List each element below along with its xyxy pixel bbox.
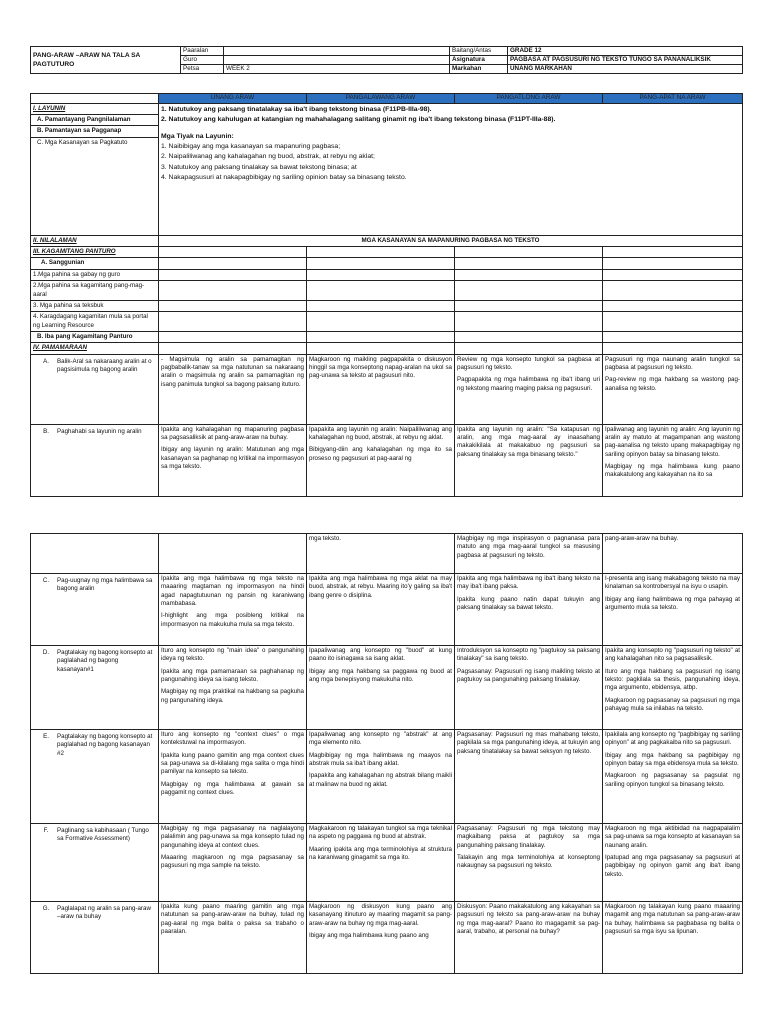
competency-2: 2. Natutukoy ang kahulugan at katangian ng mahahalagang salitang ginamit ng iba't ibang tekstong binasa (F11PT-IIIa-88).	[161, 115, 556, 123]
procedure-label-d	[31, 646, 159, 730]
procedure-cell	[603, 534, 743, 574]
cell-text: Magkaroon ng diskusyon kung paano ang kasanayang itinuturo ay maaring magamit sa pang-araw-araw na buhay ng mga mag-aaral.	[309, 903, 452, 927]
cell-text: Ipapakita ang layunin ng aralin: Naipaliliwanag ang kahalagahan ng buod, abstrak, at rebyu ng aklat.	[309, 425, 452, 442]
cell-text: Magkaroon ng mga aktibidad na nagpapalalim sa pag-unawa sa mga konsepto at kasanayan sa naunang aralin.	[605, 825, 740, 849]
baitang-value: GRADE 12	[508, 47, 743, 56]
cell-text: Ipaliwanag ang layunin ng aralin: Ang layunin ng aralin ay matuto at magampanan ang wastong pag-aanalisa ng teksto upang makapagbigay ng sariling opinyon batay sa binasang teksto.	[605, 425, 740, 458]
asignatura-value: PAGBASA AT PAGSUSURI NG TEKSTO TUNGO SA PANANALIKSIK	[508, 56, 743, 65]
kasanayan-label: C. Mga Kasanayan sa Pagkatuto	[31, 137, 159, 235]
cell-text: Ipapaliwanag ang konsepto ng "abstrak" at ang mga elemento nito.	[309, 731, 452, 747]
kagamitang-label: 2.Mga pahina sa kagamitang pang-mag-aaral	[31, 281, 159, 301]
procedure-cell	[455, 354, 603, 424]
procedure-cell	[307, 646, 455, 730]
header-title: PANG-ARAW –ARAW NA TALA SA PAGTUTURO	[31, 47, 181, 74]
cell-text: Ipakita ang mga halimbawa ng mga teksto na maaaring magtaman ng impormasyon na hindi agad napagtutuunan ng pansin ng karaniwang mambabasa.	[161, 575, 304, 608]
cell-text: Introduksyon sa konsepto ng "pagtukoy sa paksang tinalakay" sa isang teksto.	[457, 647, 600, 663]
procedure-cell	[307, 354, 455, 424]
cell-text: Ipakita ang konsepto ng "pagsusuri ng teksto" at ang kahalagahan nito sa pagsasaliksik.	[605, 647, 740, 663]
guro-label: Guro	[181, 56, 224, 65]
cell-text: Magkaroon ng maikling pagpapakita o diskusyon hinggil sa mga konseptong napag-aralan na ukol sa pag-unawa sa teksto at pagsusuri nito.	[309, 355, 452, 380]
procedure-label-a	[31, 354, 159, 424]
cell-text: Review ng mga konsepto tungkol sa pagbasa at pagsusuri ng teksto.	[457, 355, 600, 372]
day-header: UNANG ARAW	[159, 94, 307, 104]
procedure-label: Pagtalakay ng bagong konsepto at paglalahad ng bagong kasanayan#1	[57, 649, 153, 673]
procedure-cell	[307, 424, 455, 496]
cell-text: Ibigay ang mga hakbang sa paggawa ng buod at ang mga benepisyong makukuha nito.	[309, 667, 452, 684]
tiyak-title: Mga Tiyak na Layunin:	[161, 132, 234, 140]
procedure-cell	[159, 730, 307, 824]
procedure-label-f	[31, 824, 159, 902]
cell-text: Pagsusuri ng mga naunang aralin tungkol sa pagbasa at pagsusuri ng teksto.	[605, 355, 740, 372]
procedure-cell	[603, 902, 743, 974]
cell-text: - Magsimula ng aralin sa pamamagitan ng pagbabalik-tanaw sa mga natutunan sa nakaraang aralin o magsimula ng aralin sa pamamagitan ng isang panimula tungkol sa bagong paksang ituturo.	[161, 355, 304, 388]
cell-text: Ipakita ang layunin ng aralin: "Sa katapusan ng aralin, ang mga mag-aaral ay inaasahang makakikilala at makakabuo ng pagsusuri sa paksang tinalakay sa mga binasang teksto."	[457, 425, 600, 458]
cell-text: Magkaroon ng talakayan kung paano maaaring magamit ang mga natutunan sa pang-araw-araw na buhay, halimbawa sa pagbabasa ng balita o pagsusuri sa mga isyu sa lipunan.	[605, 903, 740, 936]
procedure-cell	[603, 824, 743, 902]
procedure-cell	[603, 730, 743, 824]
nilalaman-value: MGA KASANAYAN SA MAPANURING PAGBASA NG TEKSTO	[159, 235, 743, 246]
tiyak-item: 1. Naibibigay ang mga kasanayan sa mapanuring pagbasa;	[161, 143, 341, 151]
lesson-plan-table	[30, 93, 742, 497]
lesson-header	[30, 46, 742, 74]
tiyak-item: 2. Naipaliliwanag ang kahalagahan ng buod, abstrak, at rebyu ng aklat;	[161, 153, 375, 161]
cell-text: Magkaroon ng pagsasanay sa pagsusuri ng mga pahayag mula sa inilabas na teksto.	[605, 696, 740, 713]
cell-text: Ipakita ang kahalagahan ng mapanuring pagbasa sa pagsasaliksik at pang-araw-araw na buhay.	[161, 425, 304, 442]
procedure-cell	[603, 646, 743, 730]
procedure-cell	[159, 534, 307, 574]
cell-text: Ipakita kung paano natin dapat tukuyin ang paksang tinalakay sa bawat teksto.	[457, 595, 600, 612]
day-header: PANGATLONG ARAW	[455, 94, 603, 104]
baitang-label: Baitang/Antas	[450, 47, 508, 56]
procedure-label: Paglalapat ng aralin sa pang-araw –araw na buhay	[57, 905, 151, 921]
gabay-label: 1.Mga pahina sa gabay ng guro	[31, 269, 159, 280]
cell-text: I-presenta ang isang makabagong teksto na may kinalaman sa kontrobersyal na isyu o usapin.	[605, 575, 740, 591]
procedure-cell	[603, 354, 743, 424]
cell-text: Magbigay ng mga inspirasyon o pagnanasa para matuto ang mga mag-aaral tungkol sa masusing pagbasa at pagsusuri ng teksto.	[457, 535, 600, 559]
cell-text: Diskusyon: Paano makakatulong ang kakayahan sa pagsusuri ng teksto sa pang-araw-araw na buhay ng mga mag-aaral? Paano ito magagamit sa pag-aaral, trabaho, at personal na buhay?	[457, 903, 600, 936]
procedure-label-g	[31, 902, 159, 974]
cell-text: Magkakaroon ng talakayan tungkol sa mga teknikal na aspeto ng paggawa ng buod at abstrak.	[309, 825, 452, 841]
markahan-label: Markahan	[450, 65, 508, 74]
cell-text: Ibigay ang mga halimbawa kung paano ang	[309, 932, 429, 940]
cell-text: Maaaring magkaroon ng mga pagsasanay sa pagsusuri ng mga sample na teksto.	[161, 854, 304, 870]
cell-text: Talakayin ang mga terminolohiya at konseptong nakaugnay sa pagsusuri ng teksto.	[457, 854, 600, 870]
cell-text: Maaring ipakita ang mga terminolohiya at struktura na karaniwang ginagamit sa mga ito.	[309, 845, 452, 862]
markahan-value: UNANG MARKAHAN	[508, 65, 743, 74]
procedure-letter: A.	[43, 357, 49, 365]
procedure-cell	[455, 646, 603, 730]
section-pamamaraan: IV. PAMAMARAAN	[31, 343, 159, 354]
petsa-label: Petsa	[181, 65, 224, 74]
iba-pang-label: B. Iba pang Kagamitang Panturo	[31, 331, 159, 342]
procedure-cell	[159, 902, 307, 974]
cell-text: Ituro ang mga hakbang sa pagsusuri ng isang teksto: pagkilala sa thesis, pangunahing ideya, mga argumento, ebidensya, atbp.	[605, 667, 740, 692]
procedure-cell	[307, 574, 455, 646]
procedure-cell	[307, 534, 455, 574]
karagdagang-label: 4. Karagdagang kagamitan mula sa portal ng Learning Resource	[31, 312, 159, 332]
procedure-cell	[307, 902, 455, 974]
paaralan-value	[224, 47, 450, 56]
cell-text: Magbigay ng mga praktikal na hakbang sa pagkuha ng pangunahing ideya.	[161, 688, 304, 704]
cell-text: Ituro ang konsepto ng "context clues" o mga kontekstuwal na impormasyon.	[161, 731, 304, 747]
cell-text: Magbigay ng mga pagsasanay na naglalayong palalimin ang pag-unawa sa mga konsepto tulad ng pangunahing ideya at context clues.	[161, 825, 304, 849]
procedure-label-e	[31, 730, 159, 824]
day-header: PANGALAWANG ARAW	[307, 94, 455, 104]
procedure-letter: D.	[42, 649, 50, 656]
procedure-letter: E.	[43, 733, 49, 740]
cell-text: Pagsasanay: Pagsusuri ng isang maikling teksto at pagtukoy sa pangunahing paksang tinalakay.	[457, 667, 600, 684]
cell-text: Ituro ang konsepto ng "main idea" o pangunahing ideya ng teksto.	[161, 647, 304, 663]
competency-1: 1. Natutukoy ang paksang tinatalakay sa iba't ibang tekstong binasa (F11PB-IIIa-98).	[161, 105, 432, 113]
procedure-letter: F.	[43, 827, 49, 834]
procedure-label: Paghahabi sa layunin ng aralin	[57, 427, 142, 435]
cell-text: pang-araw-araw na buhay.	[605, 535, 679, 542]
procedure-cell	[159, 574, 307, 646]
tiyak-item: 3. Natutukoy ang paksang tinalakay sa bawat tekstong binasa; at	[161, 163, 357, 171]
cell-text: I-highlight ang mga posibleng kritikal na impormasyon na makukuha mula sa mga teksto.	[161, 612, 304, 628]
procedure-cell	[455, 730, 603, 824]
procedure-cell	[455, 574, 603, 646]
procedure-cell	[603, 574, 743, 646]
cell-text: Magkaroon ng pagsasanay sa pagsulat ng sariling opinyon tungkol sa binasang teksto.	[605, 772, 740, 788]
teksbuk-label: 3. Mga pahina sa teksbuk	[31, 300, 159, 311]
asignatura-label: Asignatura	[450, 56, 508, 65]
procedure-cell	[455, 424, 603, 496]
cell-text: mga teksto.	[309, 535, 341, 542]
cell-text: Ipapaliwanag ang konsepto ng "buod" at kung paano ito isinagawa sa isang aklat.	[309, 647, 452, 663]
cell-text: Ipakilala ang konsepto ng "pagbibigay ng sariling opinyon" at ang pagkakaiba nito sa pagsusuri.	[605, 731, 740, 747]
cell-text: Ibigay ang ilang halimbawa ng mga pahayag at argumento mula sa teksto.	[605, 595, 740, 612]
cell-text: Ibigay ang layunin ng aralin: Matutunan ang mga kasanayan sa paghanap ng kritikal na impormasyon sa mga teksto.	[161, 446, 304, 471]
day-header: PANG-APAT NA ARAW	[603, 94, 743, 104]
cell-text: Magbibigay ng mga halimbawa ng maayos na abstrak mula sa iba't ibang aklat.	[309, 751, 452, 768]
procedure-cell	[603, 424, 743, 496]
lesson-plan-table-page2	[30, 533, 742, 974]
cell-text: Ibigay ang mga hakbang sa pagbibigay ng opinyon batay sa mga ebidensya mula sa teksto.	[605, 751, 740, 768]
procedure-cell	[159, 354, 307, 424]
procedure-cell	[455, 824, 603, 902]
procedure-letter: B.	[43, 427, 49, 435]
paaralan-label: Paaralan	[181, 47, 224, 56]
procedure-cell	[455, 902, 603, 974]
cell-text: Pagsasanay: Pagsusuri ng mas mahabang teksto, pagkilala sa mga pangunahing ideya, at tukuyin ang paksang tinatalakay sa bawat seksyon ng teksto.	[457, 731, 600, 755]
section-nilalaman: II. NILALAMAN	[31, 235, 159, 246]
section-layunin: I. LAYUNIN	[31, 103, 159, 114]
procedure-label: Paglinang sa kabihasaan ( Tungo sa Formative Assessment)	[57, 827, 149, 843]
cell-text: Pagsasanay: Pagsusuri ng mga tekstong may magkaibang paksa at pagtukoy sa mga pangunahing paksang tinalakay.	[457, 825, 600, 849]
procedure-letter: C.	[42, 577, 50, 584]
cell-text: Magbigay ng mga halimbawa kung paano makakatulong ang kakayahan na ito sa	[605, 463, 740, 479]
cell-text: Magbigay ng mga halimbawa at gawain sa paggamit ng context clues.	[161, 780, 304, 797]
procedure-cell	[159, 824, 307, 902]
procedure-cell	[307, 824, 455, 902]
guro-value	[224, 56, 450, 65]
cell-text: Ipakita ang mga halimbawa ng mga aklat na may buod, abstrak, at rebyu. Maaring ito'y galing sa iba't ibang genre o disiplina.	[309, 575, 452, 599]
pangnilalaman-label: A. Pamantayang Pangnilalaman	[31, 115, 159, 126]
objectives-cell	[159, 103, 743, 235]
cell-text: Ipakita kung paano gamitin ang mga context clues sa pag-unawa sa di-kilalang mga salita o mga hindi pamilyar na konsepto sa teksto.	[161, 751, 304, 776]
empty-label	[31, 534, 159, 574]
cell-text: Bibigyang-diin ang kahalagahan ng mga ito sa proseso ng pagsusuri at pag-aaral ng	[309, 446, 452, 462]
procedure-cell	[307, 730, 455, 824]
tiyak-item: 4. Nakapagsusuri at nakapagbibigay ng sariling opinion batay sa binasang teksto.	[161, 173, 407, 181]
cell-text: Pagpapakita ng mga halimbawa ng iba't ibang uri ng tekstong maaring maging paksa ng pagsusuri.	[457, 376, 600, 392]
procedure-cell	[455, 534, 603, 574]
procedure-label: Pagtalakay ng bagong konsepto at paglalahad ng bagong kasanayan #2	[57, 733, 153, 757]
procedure-label: Pag-uugnay ng mga halimbawa sa bagong aralin	[57, 577, 153, 593]
procedure-label: Balik-Aral sa nakaraang aralin at o pagsisimula ng bagong aralin	[57, 357, 152, 374]
cell-text: Ipakita ang mga pamamaraan sa paghahanap ng pangunahing ideya sa isang teksto.	[161, 667, 304, 684]
cell-text: Ipakita ang mga halimbawa ng iba't ibang teksto na may iba't ibang paksa.	[457, 575, 600, 591]
cell-text: Ipakita kung paano maaring gamitin ang mga natutunan sa pang-araw-araw na buhay, tulad ng pag-aaral ng mga balita o paksa sa trabaho o paaralan.	[161, 903, 304, 936]
procedure-cell	[159, 424, 307, 496]
cell-text: Ipatupad ang mga pagsasanay sa pagsusuri at pagbibigay ng opinyon gamit ang iba't ibang teksto.	[605, 854, 740, 878]
section-kagamitan: III. KAGAMITANG PANTURO	[31, 247, 159, 258]
pagganap-label: B. Pamantayan sa Pagganap	[31, 126, 159, 137]
cell-text: Pag-review ng mga hakbang sa wastong pag-aanalisa ng teksto.	[605, 376, 740, 392]
cell-text: Ipapakita ang kahalagahan ng abstrak bilang maikli at malinaw na buod ng aklat.	[309, 772, 452, 788]
sanggunian-label: A. Sanggunian	[31, 258, 159, 269]
procedure-label-c	[31, 574, 159, 646]
procedure-letter: G.	[42, 905, 50, 912]
procedure-label-b	[31, 424, 159, 496]
procedure-cell	[159, 646, 307, 730]
petsa-value: WEEK 2	[224, 65, 450, 74]
